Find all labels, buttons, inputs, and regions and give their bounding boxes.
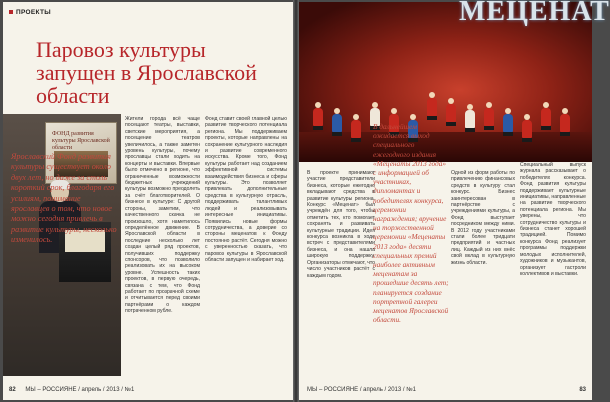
dancer-figure xyxy=(332,108,342,136)
dancer-figure xyxy=(522,114,532,142)
right-page-number: 83 xyxy=(579,387,586,393)
left-page xyxy=(3,2,293,400)
dancer-figure xyxy=(351,114,361,142)
left-folio xyxy=(9,387,134,393)
right-body-column-2: Одной из форм работы по привлечению финансовых средств в культуру стал конкурс. Бизнес заинтересован в партнёрстве с учреждениями культуры, а Фонд выступает посредником между ними. В 2012 году участниками стали более тридцати предприятий и частных лиц. Каждый из них внёс свой вклад в культурную жизнь области. xyxy=(451,170,515,266)
right-magazine-name: МЫ – РОССИЯНЕ / апрель / 2013 / №1 xyxy=(307,387,416,393)
stage-banner: МЕЦЕНАТ xyxy=(459,0,610,27)
dancer-figure xyxy=(541,102,551,130)
section-label: ПРОЕКТЫ xyxy=(9,9,51,16)
dancer-figure xyxy=(465,104,475,132)
dancer-figure xyxy=(427,92,437,120)
right-body-column-1: В проекте принимают участие представители бизнеса, которые ежегодно вкладывают средства в развитие культуры региона. Конкурс «Меценат» был учреждён для того, чтобы отметить тех, кто помогает сохранять и развивать культурные традиции. Идея конкурса возникла в ходе встреч с представителями бизнеса, и она нашла широкую поддержку. Организаторы отмечают, что число участников растёт с каждым годом. xyxy=(307,170,375,279)
right-page xyxy=(299,0,610,400)
left-page-number: 82 xyxy=(9,387,16,393)
dancer-figure xyxy=(313,102,323,130)
right-pull-quote: В дальнейшем ожидается выход специального ежегодного издания «Меценаты 2013 года» с информацией об участниках, дипломантах и победителях конкурса, церемонии награждения; вручение на торжественной церемонии «Меценаты 2013 года» десяти специальных премий наиболее активным меценатам за прошедшие десять лет; планируется создание портретной галереи меценатов Ярославской области. xyxy=(373,122,449,325)
article-headline: Паровоз культуры запущен в Ярославской области xyxy=(36,37,257,108)
right-body-column-3: Специальный выпуск журнала рассказывает о победителях конкурса. Фонд развития культуры поддерживает культурные инициативы, направленные на развитие творческого потенциала региона. Мы уверены, что сотрудничество культуры и бизнеса станет хорошей традицией. Помимо конкурса Фонд реализует программы поддержки молодых исполнителей, художников и музыкантов, организует гастроли коллективов и выставки. xyxy=(520,162,586,277)
dancer-figure xyxy=(503,108,513,136)
body-column-1: Жители города всё чаще посещают театры, выставки, светские мероприятия, а посещение театров увеличилось, а также заметен уровень культуры, почему ярославцы стали ходить на концерты и выставки. Впервые было отмечено в регионе, что ограниченные возможности бюджетных учреждений культуры возможно преодолеть за счёт благотворителей. О бизнесе в культуре: С другой стороны, заметим, что качественного скачка не произошло, хотя наметилось определённое движение. В Ярославской области в последние несколько лет создан целый ряд проектов, получивших поддержку спонсоров, что позволило реализовать их на высоком уровне. Успешность таких проектов, в первую очередь, связана с тем, что Фонд работает по прозрачной схеме и отчитывается перед своими партнёрами о каждом потраченном рубле. xyxy=(125,116,200,315)
pull-quote: Ярославский Фонд развития культуры существует около двух лет, но даже за столь короткий срок, благодаря его усилиям, понимание ярославцев о том, что новое можно сегодня привлечь в развитие культуры, несколько изменилось. xyxy=(11,152,117,245)
book-cover-text: ФОНД развития культуры Ярославской области xyxy=(52,131,110,151)
dancer-figure xyxy=(560,108,570,136)
body-column-2: Фонд ставит своей главной целью развитие творческого потенциала региона. Мы поддерживаем проекты, которые направлены на сохранение культурного наследия и развитие современного искусства. Кроме того, Фонд культуры работает над созданием эффективной системы взаимодействия бизнеса и сферы культуры. Это позволяет привлекать дополнительные средства в культурную отрасль, поддерживать талантливых людей и реализовывать интересные инициативы. Появились новые формы сотрудничества, а доверие со стороны меценатов к Фонду постоянно растёт. Сегодня можно с уверенностью сказать, что паровоз культуры в Ярославской области запущен и набирает ход. xyxy=(205,116,287,263)
left-magazine-name: МЫ – РОССИЯНЕ / апрель / 2013 / №1 xyxy=(25,387,135,393)
dancer-figure xyxy=(484,102,494,130)
